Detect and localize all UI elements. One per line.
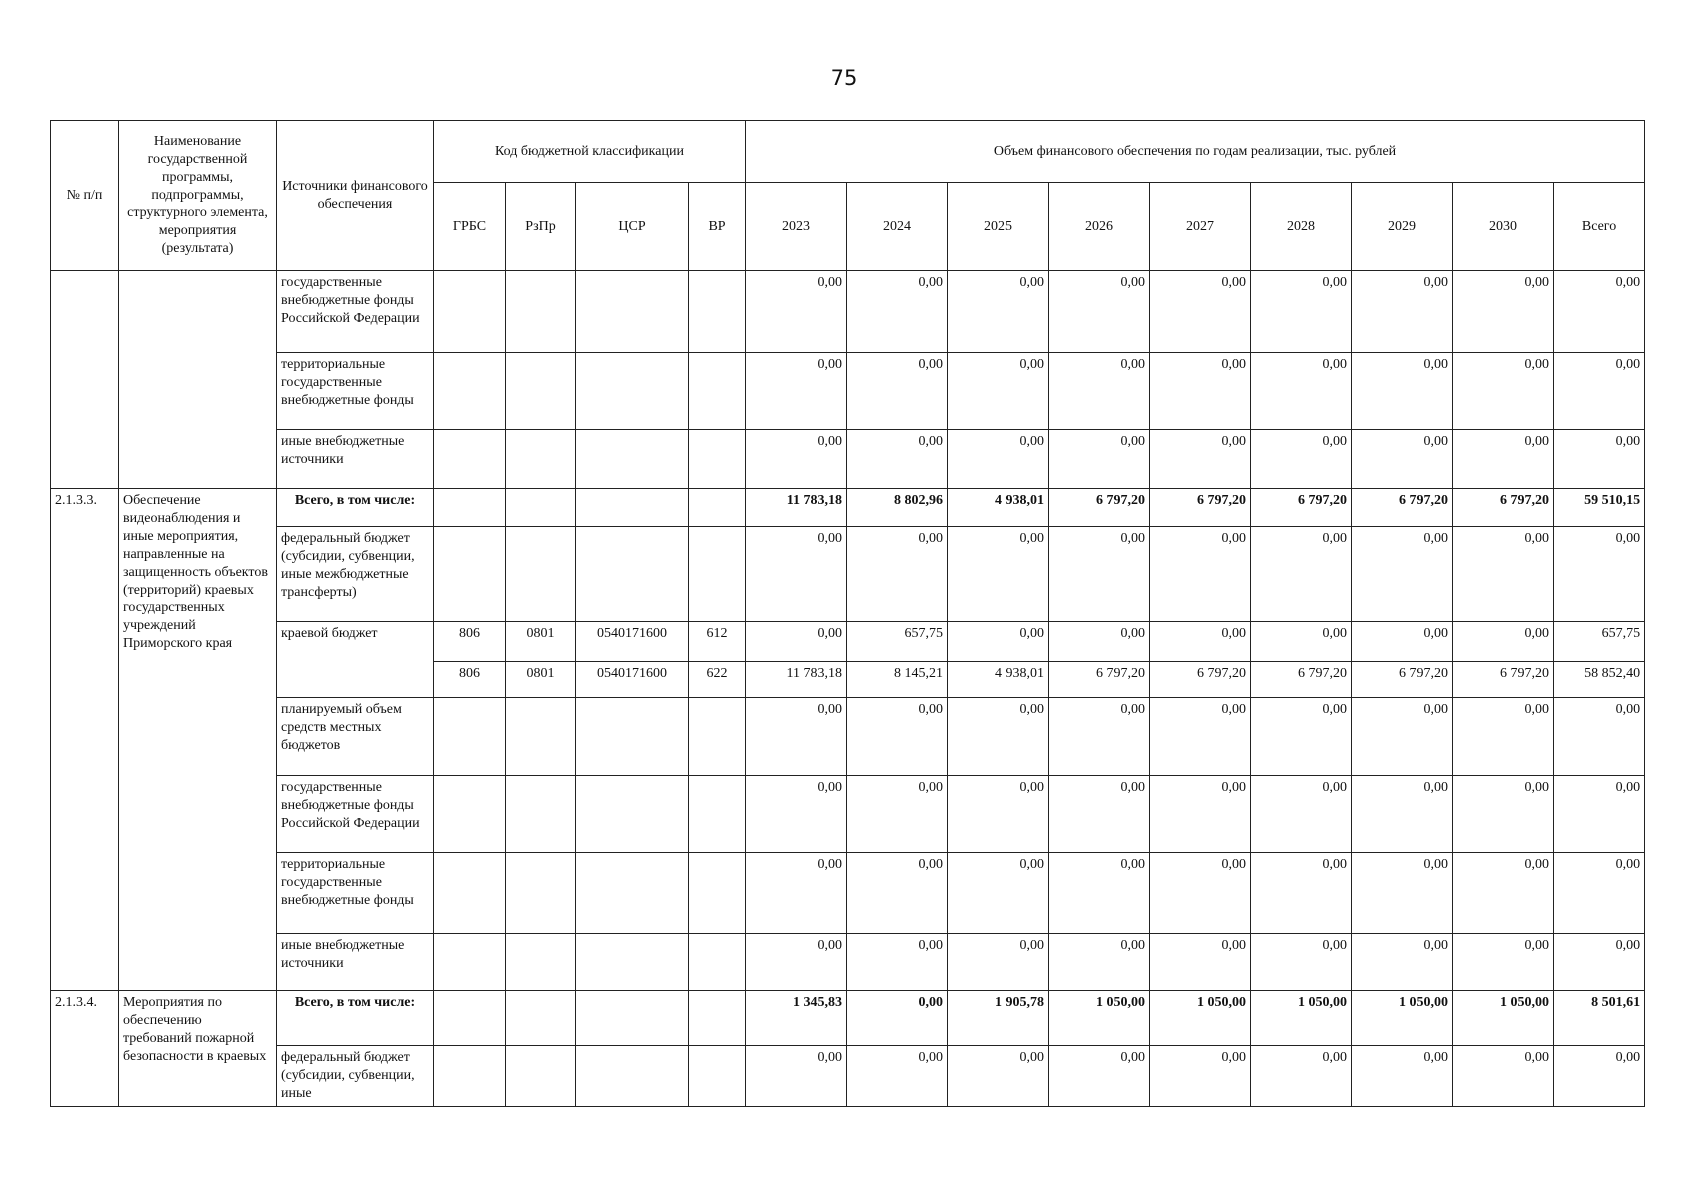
source-cell: иные внебюджетные источники: [277, 934, 434, 991]
value-2027: 0,00: [1150, 853, 1251, 934]
value-2025: 0,00: [948, 1046, 1049, 1107]
header-year-2026: 2026: [1049, 183, 1150, 271]
value-2028: 0,00: [1251, 622, 1352, 662]
value-2026: 0,00: [1049, 698, 1150, 776]
source-cell: федеральный бюджет (субсидии, субвенции, иные межбюджетные трансферты): [277, 527, 434, 622]
code-vr: [689, 1046, 746, 1107]
value-2023: 0,00: [746, 934, 847, 991]
table-row: [51, 430, 1645, 489]
value-total: 0,00: [1554, 430, 1645, 489]
value-2028: 0,00: [1251, 934, 1352, 991]
code-csr: [576, 353, 689, 430]
value-2026: 0,00: [1049, 934, 1150, 991]
header-total: Всего: [1554, 183, 1645, 271]
header-source: Источники финансового обеспечения: [277, 121, 434, 271]
code-csr: [576, 991, 689, 1046]
code-rzpr: 0801: [506, 622, 576, 662]
value-2028: 6 797,20: [1251, 489, 1352, 527]
value-2028: 1 050,00: [1251, 991, 1352, 1046]
code-csr: 0540171600: [576, 622, 689, 662]
code-grbs: [434, 853, 506, 934]
value-2029: 0,00: [1352, 430, 1453, 489]
value-total: 0,00: [1554, 853, 1645, 934]
code-rzpr: [506, 991, 576, 1046]
row-number-cell: 2.1.3.4.: [51, 991, 119, 1107]
value-2024: 0,00: [847, 934, 948, 991]
value-2027: 0,00: [1150, 430, 1251, 489]
value-total: 0,00: [1554, 776, 1645, 853]
source-cell-total: Всего, в том числе:: [277, 991, 434, 1046]
value-2025: 4 938,01: [948, 489, 1049, 527]
value-2026: 0,00: [1049, 776, 1150, 853]
value-2030: 0,00: [1453, 776, 1554, 853]
value-2029: 0,00: [1352, 1046, 1453, 1107]
value-2026: 0,00: [1049, 271, 1150, 353]
value-total: 0,00: [1554, 527, 1645, 622]
value-total: 657,75: [1554, 622, 1645, 662]
value-2026: 6 797,20: [1049, 489, 1150, 527]
value-total: 0,00: [1554, 934, 1645, 991]
source-cell: государственные внебюджетные фонды Российской Федерации: [277, 271, 434, 353]
value-2030: 0,00: [1453, 430, 1554, 489]
value-2028: 0,00: [1251, 430, 1352, 489]
table-row: [51, 622, 1645, 662]
source-cell: планируемый объем средств местных бюджетов: [277, 698, 434, 776]
value-2030: 0,00: [1453, 698, 1554, 776]
header-name: Наименование государственной программы, подпрограммы, структурного элемента, мероприятия (результата): [119, 121, 277, 271]
value-2023: 0,00: [746, 622, 847, 662]
value-2029: 0,00: [1352, 527, 1453, 622]
value-2025: 4 938,01: [948, 662, 1049, 698]
value-2028: 0,00: [1251, 853, 1352, 934]
header-nn: № п/п: [51, 121, 119, 271]
value-2026: 1 050,00: [1049, 991, 1150, 1046]
header-year-2025: 2025: [948, 183, 1049, 271]
value-2029: 0,00: [1352, 622, 1453, 662]
value-2025: 0,00: [948, 527, 1049, 622]
table-row: [51, 853, 1645, 934]
value-2026: 0,00: [1049, 430, 1150, 489]
value-2025: 0,00: [948, 934, 1049, 991]
value-2023: 0,00: [746, 271, 847, 353]
code-rzpr: [506, 698, 576, 776]
table-row: [51, 527, 1645, 622]
value-2029: 0,00: [1352, 776, 1453, 853]
code-vr: 612: [689, 622, 746, 662]
code-vr: [689, 934, 746, 991]
value-2023: 0,00: [746, 353, 847, 430]
table-row: [51, 934, 1645, 991]
value-2025: 0,00: [948, 853, 1049, 934]
row-name-cell: [119, 271, 277, 489]
value-2024: 657,75: [847, 622, 948, 662]
code-grbs: [434, 934, 506, 991]
value-2024: 0,00: [847, 698, 948, 776]
code-csr: 0540171600: [576, 662, 689, 698]
value-2027: 0,00: [1150, 622, 1251, 662]
code-vr: [689, 271, 746, 353]
value-2025: 0,00: [948, 271, 1049, 353]
code-vr: [689, 698, 746, 776]
value-2030: 0,00: [1453, 622, 1554, 662]
value-2023: 11 783,18: [746, 662, 847, 698]
value-total: 59 510,15: [1554, 489, 1645, 527]
code-rzpr: [506, 934, 576, 991]
value-total: 0,00: [1554, 353, 1645, 430]
code-csr: [576, 698, 689, 776]
source-cell: государственные внебюджетные фонды Российской Федерации: [277, 776, 434, 853]
value-2029: 0,00: [1352, 698, 1453, 776]
code-grbs: [434, 430, 506, 489]
header-codes-group: Код бюджетной классификации: [434, 121, 746, 183]
code-grbs: [434, 271, 506, 353]
value-2030: 0,00: [1453, 271, 1554, 353]
value-2028: 6 797,20: [1251, 662, 1352, 698]
code-grbs: [434, 1046, 506, 1107]
code-grbs: [434, 776, 506, 853]
header-code-grbs: ГРБС: [434, 183, 506, 271]
value-2030: 0,00: [1453, 1046, 1554, 1107]
value-2024: 0,00: [847, 853, 948, 934]
value-2024: 0,00: [847, 353, 948, 430]
code-grbs: 806: [434, 662, 506, 698]
value-total: 58 852,40: [1554, 662, 1645, 698]
code-csr: [576, 430, 689, 489]
value-2025: 0,00: [948, 776, 1049, 853]
code-vr: [689, 991, 746, 1046]
code-vr: [689, 430, 746, 489]
value-2026: 6 797,20: [1049, 662, 1150, 698]
code-vr: [689, 527, 746, 622]
code-rzpr: [506, 430, 576, 489]
value-total: 8 501,61: [1554, 991, 1645, 1046]
value-2026: 0,00: [1049, 1046, 1150, 1107]
code-vr: [689, 776, 746, 853]
value-total: 0,00: [1554, 698, 1645, 776]
value-2029: 0,00: [1352, 853, 1453, 934]
value-2025: 0,00: [948, 430, 1049, 489]
value-2023: 0,00: [746, 527, 847, 622]
value-2027: 0,00: [1150, 1046, 1251, 1107]
table-row: [51, 776, 1645, 853]
source-cell: территориальные государственные внебюджетные фонды: [277, 853, 434, 934]
value-2030: 0,00: [1453, 853, 1554, 934]
header-year-2029: 2029: [1352, 183, 1453, 271]
value-2024: 8 802,96: [847, 489, 948, 527]
code-rzpr: [506, 853, 576, 934]
code-csr: [576, 853, 689, 934]
value-2023: 0,00: [746, 698, 847, 776]
source-cell: федеральный бюджет (субсидии, субвенции, иные: [277, 1046, 434, 1107]
value-2024: 0,00: [847, 776, 948, 853]
code-rzpr: [506, 353, 576, 430]
code-vr: [689, 353, 746, 430]
value-2029: 6 797,20: [1352, 489, 1453, 527]
value-2024: 0,00: [847, 991, 948, 1046]
value-2029: 0,00: [1352, 271, 1453, 353]
source-cell: территориальные государственные внебюджетные фонды: [277, 353, 434, 430]
code-grbs: [434, 991, 506, 1046]
table-row: [51, 271, 1645, 353]
value-2030: 1 050,00: [1453, 991, 1554, 1046]
value-2028: 0,00: [1251, 698, 1352, 776]
value-2026: 0,00: [1049, 853, 1150, 934]
value-2027: 0,00: [1150, 527, 1251, 622]
header-year-2023: 2023: [746, 183, 847, 271]
value-2027: 0,00: [1150, 776, 1251, 853]
value-2024: 0,00: [847, 527, 948, 622]
code-rzpr: [506, 1046, 576, 1107]
budget-table: [50, 120, 1645, 1107]
table-row: [51, 353, 1645, 430]
code-vr: [689, 853, 746, 934]
header-year-2024: 2024: [847, 183, 948, 271]
code-csr: [576, 934, 689, 991]
row-number-cell: [51, 271, 119, 489]
code-grbs: [434, 353, 506, 430]
code-grbs: [434, 489, 506, 527]
table-row: [51, 489, 1645, 527]
value-2024: 0,00: [847, 430, 948, 489]
value-2029: 0,00: [1352, 934, 1453, 991]
value-2030: 6 797,20: [1453, 662, 1554, 698]
value-2027: 0,00: [1150, 934, 1251, 991]
code-grbs: [434, 527, 506, 622]
code-csr: [576, 489, 689, 527]
table-row: [51, 1046, 1645, 1107]
header-code-csr: ЦСР: [576, 183, 689, 271]
page-number: 75: [830, 66, 858, 90]
source-cell-total: Всего, в том числе:: [277, 489, 434, 527]
value-2027: 0,00: [1150, 271, 1251, 353]
value-2023: 0,00: [746, 430, 847, 489]
value-2028: 0,00: [1251, 527, 1352, 622]
source-cell: краевой бюджет: [277, 622, 434, 698]
value-2028: 0,00: [1251, 353, 1352, 430]
value-2030: 0,00: [1453, 527, 1554, 622]
value-2027: 6 797,20: [1150, 489, 1251, 527]
code-csr: [576, 1046, 689, 1107]
value-2027: 0,00: [1150, 698, 1251, 776]
value-2023: 11 783,18: [746, 489, 847, 527]
code-rzpr: [506, 776, 576, 853]
value-2030: 0,00: [1453, 934, 1554, 991]
header-volume-group: Объем финансового обеспечения по годам реализации, тыс. рублей: [746, 121, 1645, 183]
code-rzpr: [506, 271, 576, 353]
value-2027: 1 050,00: [1150, 991, 1251, 1046]
value-2025: 0,00: [948, 698, 1049, 776]
code-rzpr: [506, 489, 576, 527]
value-2026: 0,00: [1049, 622, 1150, 662]
value-total: 0,00: [1554, 1046, 1645, 1107]
code-rzpr: [506, 527, 576, 622]
code-csr: [576, 776, 689, 853]
code-csr: [576, 271, 689, 353]
table-row: [51, 991, 1645, 1046]
value-2026: 0,00: [1049, 353, 1150, 430]
value-2027: 6 797,20: [1150, 662, 1251, 698]
header-code-rzpr: РзПр: [506, 183, 576, 271]
value-2029: 1 050,00: [1352, 991, 1453, 1046]
value-2025: 0,00: [948, 622, 1049, 662]
value-2023: 1 345,83: [746, 991, 847, 1046]
table-row: [51, 698, 1645, 776]
value-2023: 0,00: [746, 853, 847, 934]
value-2025: 1 905,78: [948, 991, 1049, 1046]
header-year-2027: 2027: [1150, 183, 1251, 271]
source-cell: иные внебюджетные источники: [277, 430, 434, 489]
value-2029: 6 797,20: [1352, 662, 1453, 698]
value-2030: 6 797,20: [1453, 489, 1554, 527]
value-2023: 0,00: [746, 776, 847, 853]
code-grbs: [434, 698, 506, 776]
value-2028: 0,00: [1251, 776, 1352, 853]
row-name-cell: Мероприятия по обеспечению требований пожарной безопасности в краевых: [119, 991, 277, 1107]
code-csr: [576, 527, 689, 622]
header-year-2028: 2028: [1251, 183, 1352, 271]
value-2024: 8 145,21: [847, 662, 948, 698]
row-name-cell: Обеспечение видеонаблюдения и иные мероприятия, направленные на защищенность объектов (территорий) краевых государственных учреждений Приморского края: [119, 489, 277, 991]
value-2028: 0,00: [1251, 1046, 1352, 1107]
value-2030: 0,00: [1453, 353, 1554, 430]
value-2028: 0,00: [1251, 271, 1352, 353]
code-grbs: 806: [434, 622, 506, 662]
value-2027: 0,00: [1150, 353, 1251, 430]
header-year-2030: 2030: [1453, 183, 1554, 271]
value-2023: 0,00: [746, 1046, 847, 1107]
code-vr: 622: [689, 662, 746, 698]
value-2025: 0,00: [948, 353, 1049, 430]
value-2026: 0,00: [1049, 527, 1150, 622]
value-2024: 0,00: [847, 271, 948, 353]
header-code-vr: ВР: [689, 183, 746, 271]
code-vr: [689, 489, 746, 527]
value-2029: 0,00: [1352, 353, 1453, 430]
row-number-cell: 2.1.3.3.: [51, 489, 119, 991]
value-2024: 0,00: [847, 1046, 948, 1107]
code-rzpr: 0801: [506, 662, 576, 698]
value-total: 0,00: [1554, 271, 1645, 353]
